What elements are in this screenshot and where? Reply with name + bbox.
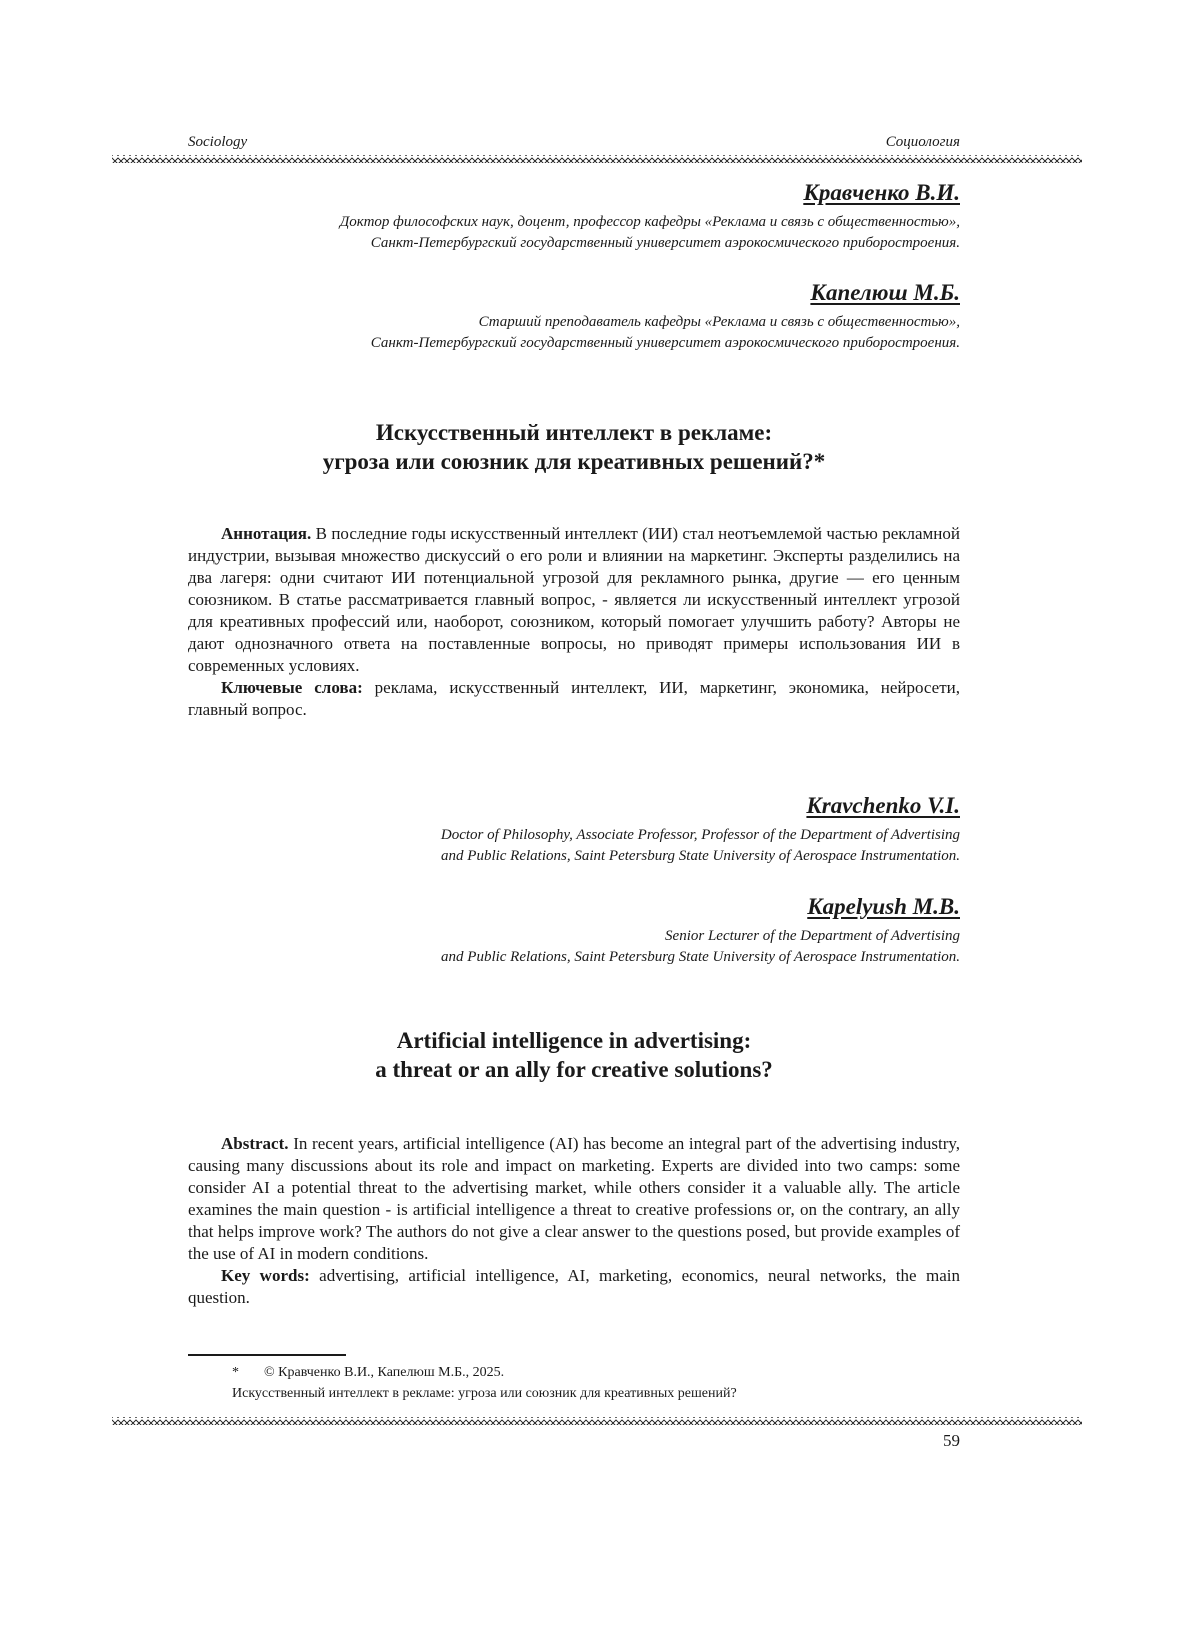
en-keywords-paragraph bbox=[188, 1265, 960, 1309]
ru-author-2-affiliation-line2: Санкт-Петербургский государственный университет аэрокосмического приборостроения. bbox=[370, 335, 960, 351]
ru-author-1-name: Кравченко В.И. bbox=[803, 180, 960, 205]
footnote-line1 bbox=[232, 1362, 737, 1383]
en-abstract-paragraph bbox=[188, 1133, 960, 1265]
en-article-title bbox=[188, 1026, 960, 1084]
ru-article-title bbox=[188, 418, 960, 476]
ru-keywords-text: реклама, искусственный интеллект, ИИ, маркетинг, экономика, нейросети, главный вопрос. bbox=[188, 678, 960, 719]
ru-author-1-affiliation-line2: Санкт-Петербургский государственный университет аэрокосмического приборостроения. bbox=[370, 235, 960, 251]
ru-author-1 bbox=[200, 180, 960, 254]
footnote-mark: * bbox=[232, 1365, 239, 1380]
footnote-copyright: © Кравченко В.И., Капелюш М.Б., 2025. bbox=[264, 1365, 505, 1380]
ru-author-2 bbox=[200, 280, 960, 354]
en-author-1-affiliation-line2: and Public Relations, Saint Petersburg State University of Aerospace Instrumentation. bbox=[441, 848, 960, 864]
en-title-line1: Artificial intelligence in advertising: bbox=[396, 1028, 752, 1053]
en-author-1 bbox=[200, 793, 960, 867]
en-abstract-label: Abstract. bbox=[221, 1134, 289, 1153]
footnote bbox=[232, 1362, 737, 1404]
ru-abstract bbox=[188, 523, 960, 721]
en-author-2-name: Kapelyush M.B. bbox=[807, 894, 960, 919]
ru-author-2-affiliation-line1: Старший преподаватель кафедры «Реклама и связь с общественностью», bbox=[478, 314, 960, 330]
ru-keywords-label: Ключевые слова: bbox=[221, 678, 363, 697]
en-keywords-text: advertising, artificial intelligence, AI, marketing, economics, neural networks, the main question. bbox=[188, 1266, 960, 1307]
en-abstract bbox=[188, 1133, 960, 1309]
en-abstract-text: In recent years, artificial intelligence (AI) has become an integral part of the advertising industry, causing many discussions about its role and impact on marketing. Experts are divided into two camps: some consider AI a potential threat to the advertising market, while others consider it a valuable ally. The article examines the main question - is artificial intelligence a threat to creative professions or, on the contrary, an ally that helps improve work? The authors do not give a clear answer to the questions posed, but provide examples of the use of AI in modern conditions. bbox=[188, 1134, 960, 1263]
en-title-line2: a threat or an ally for creative solutions? bbox=[375, 1057, 773, 1082]
ru-author-1-affiliation-line1: Доктор философских наук, доцент, профессор кафедры «Реклама и связь с общественностью», bbox=[339, 214, 960, 230]
running-header-right: Социология bbox=[885, 134, 960, 150]
ru-author-2-name: Капелюш М.Б. bbox=[810, 280, 960, 305]
running-header-left: Sociology bbox=[188, 134, 248, 150]
en-author-2-affiliation-line2: and Public Relations, Saint Petersburg State University of Aerospace Instrumentation. bbox=[441, 949, 960, 965]
en-author-1-affiliation-line1: Doctor of Philosophy, Associate Professor, Professor of the Department of Advertising bbox=[440, 827, 960, 843]
ru-keywords-paragraph bbox=[188, 677, 960, 721]
en-author-2 bbox=[200, 894, 960, 968]
top-ornament-divider bbox=[112, 155, 1082, 163]
ru-abstract-paragraph bbox=[188, 523, 960, 677]
en-author-1-name: Kravchenko V.I. bbox=[806, 793, 960, 818]
en-author-2-affiliation-line1: Senior Lecturer of the Department of Advertising bbox=[665, 928, 960, 944]
page-number: 59 bbox=[943, 1431, 960, 1450]
footnote-rule bbox=[188, 1354, 346, 1356]
bottom-ornament-divider bbox=[112, 1417, 1082, 1425]
ru-abstract-text: В последние годы искусственный интеллект (ИИ) стал неотъемлемой частью рекламной индустрии, вызывая множество дискуссий о его роли и влиянии на маркетинг. Эксперты разделились на два лагеря: одни считают ИИ потенциальной угрозой для рекламного рынка, другие — его ценным союзником. В статье рассматривается главный вопрос, - является ли искусственный интеллект угрозой для креативных профессий или, наоборот, союзником, который помогает улучшить работу? Авторы не дают однозначного ответа на поставленные вопросы, но приводят примеры использования ИИ в современных условиях. bbox=[188, 524, 960, 675]
ru-title-line2: угроза или союзник для креативных решений?* bbox=[322, 449, 826, 474]
ru-abstract-label: Аннотация. bbox=[221, 524, 312, 543]
ru-title-line1: Искусственный интеллект в рекламе: bbox=[375, 420, 773, 445]
footnote-line2: Искусственный интеллект в рекламе: угроза или союзник для креативных решений? bbox=[232, 1386, 737, 1401]
en-keywords-label: Key words: bbox=[221, 1266, 310, 1285]
